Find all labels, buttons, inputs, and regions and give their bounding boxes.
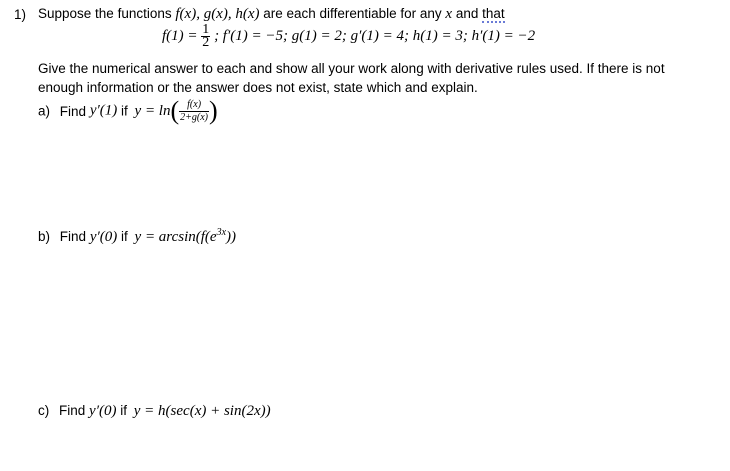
part-c <box>38 403 271 420</box>
part-a-numerator: f(x) <box>187 98 202 110</box>
part-b-find: Find <box>59 229 87 244</box>
given-fraction <box>201 24 210 49</box>
problem-number: 1) <box>14 7 27 22</box>
given-f: f(1) = <box>162 28 198 44</box>
part-a <box>38 98 218 124</box>
part-a-lhs: y = ln <box>134 102 171 119</box>
and-word: and <box>455 6 479 21</box>
part-b-if: if <box>121 229 128 244</box>
part-a-left-paren: ( <box>170 96 180 125</box>
part-b-expr <box>135 229 237 245</box>
given-values <box>162 24 535 49</box>
part-c-label: c) <box>38 403 50 418</box>
part-c-target: y′(0) <box>89 403 117 419</box>
part-b-expr-main: y = arcsin(f(e <box>134 229 217 245</box>
fraction-numerator: 1 <box>202 22 210 37</box>
that-word: that <box>482 6 505 21</box>
intro-tail-text: are each differentiable for any <box>263 6 442 21</box>
part-a-label: a) <box>38 103 51 119</box>
instructions-line-1: Give the numerical answer to each and show all your work along with derivative rules used. If there is not <box>38 61 665 76</box>
part-b-target: y′(0) <box>89 229 118 245</box>
part-a-fraction <box>179 99 209 124</box>
part-b <box>38 227 236 246</box>
part-b-label: b) <box>38 229 51 244</box>
problem-statement <box>38 6 505 23</box>
part-a-if: if <box>121 103 128 119</box>
fraction-denominator: 2 <box>202 35 210 50</box>
part-c-find: Find <box>59 403 86 418</box>
intro-text: Suppose the functions <box>38 6 172 21</box>
functions-list: f(x), g(x), h(x) <box>175 6 260 22</box>
part-b-expr-tail: )) <box>226 229 237 245</box>
part-a-denominator: 2+g(x) <box>180 111 209 123</box>
given-rest: ; f′(1) = −5; g(1) = 2; g′(1) = 4; h(1) = 3; h′(1) = −2 <box>214 28 536 44</box>
part-a-find: Find <box>59 103 87 119</box>
part-b-exponent: 3x <box>216 227 227 238</box>
part-c-if: if <box>120 403 127 418</box>
instructions-line-2: enough information or the answer does not exist, state which and explain. <box>38 80 478 95</box>
part-a-target: y′(1) <box>89 102 118 119</box>
part-c-expr: y = h(sec(x) + sin(2x)) <box>133 403 271 419</box>
part-a-right-paren: ) <box>209 96 218 125</box>
variable-x: x <box>445 6 453 22</box>
